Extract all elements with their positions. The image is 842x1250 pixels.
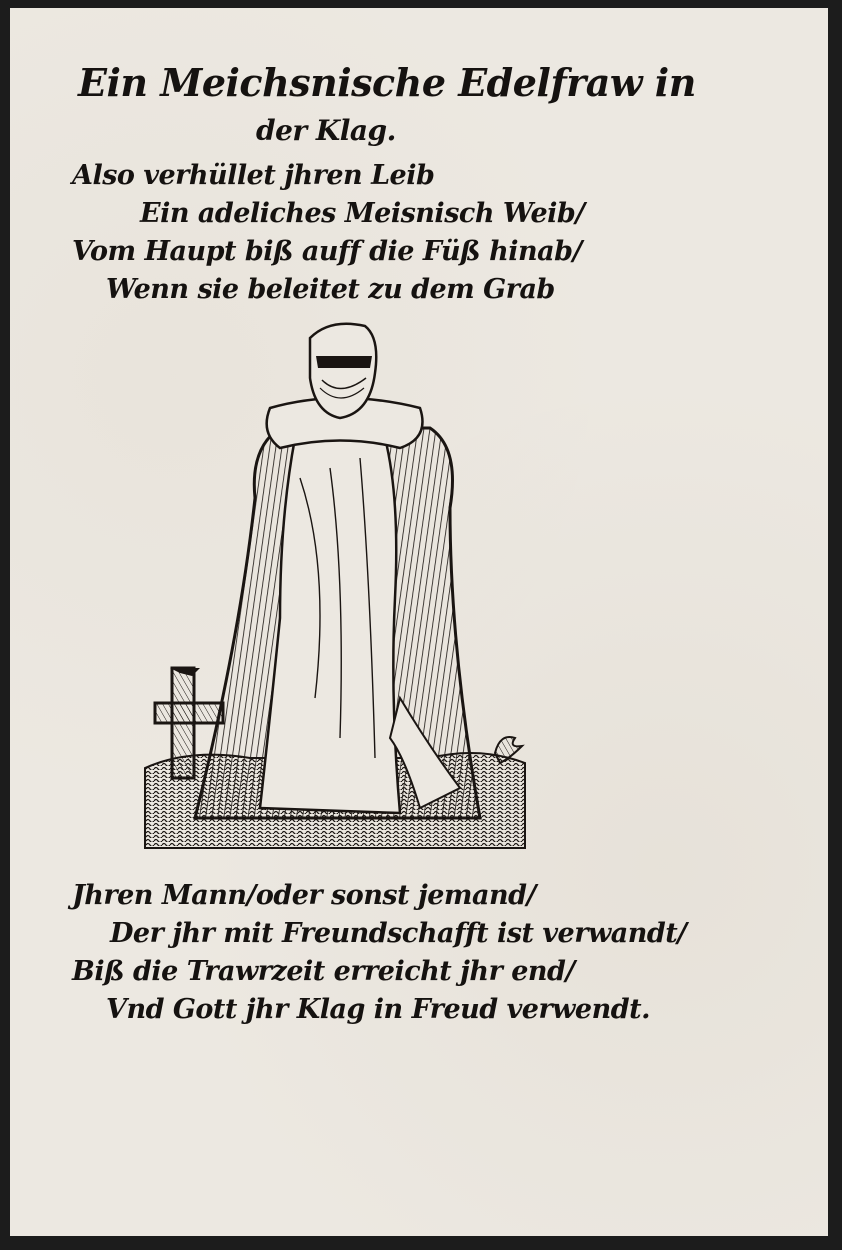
woodcut-illustration <box>130 318 530 858</box>
verse-bottom-line-1: Jhren Mann/oder sonst jemand/ <box>72 880 536 911</box>
mourning-woman-figure <box>195 324 480 818</box>
verse-bottom-line-2: Der jhr mit Freundschafft ist verwandt/ <box>110 918 687 949</box>
verse-top-line-3: Vom Haupt biß auff die Füß hinab/ <box>72 236 582 267</box>
page-title-line-2: der Klag. <box>256 114 396 147</box>
verse-top-line-1: Also verhüllet jhren Leib <box>72 160 435 191</box>
verse-top-line-2: Ein adeliches Meisnisch Weib/ <box>140 198 585 229</box>
verse-bottom-line-4: Vnd Gott jhr Klag in Freud verwendt. <box>106 994 650 1025</box>
verse-top-line-4: Wenn sie beleitet zu dem Grab <box>106 274 555 305</box>
page-title-line-1: Ein Meichsnische Edelfraw in <box>78 60 696 105</box>
book-page <box>10 8 828 1236</box>
verse-bottom-line-3: Biß die Trawrzeit erreicht jhr end/ <box>72 956 575 987</box>
